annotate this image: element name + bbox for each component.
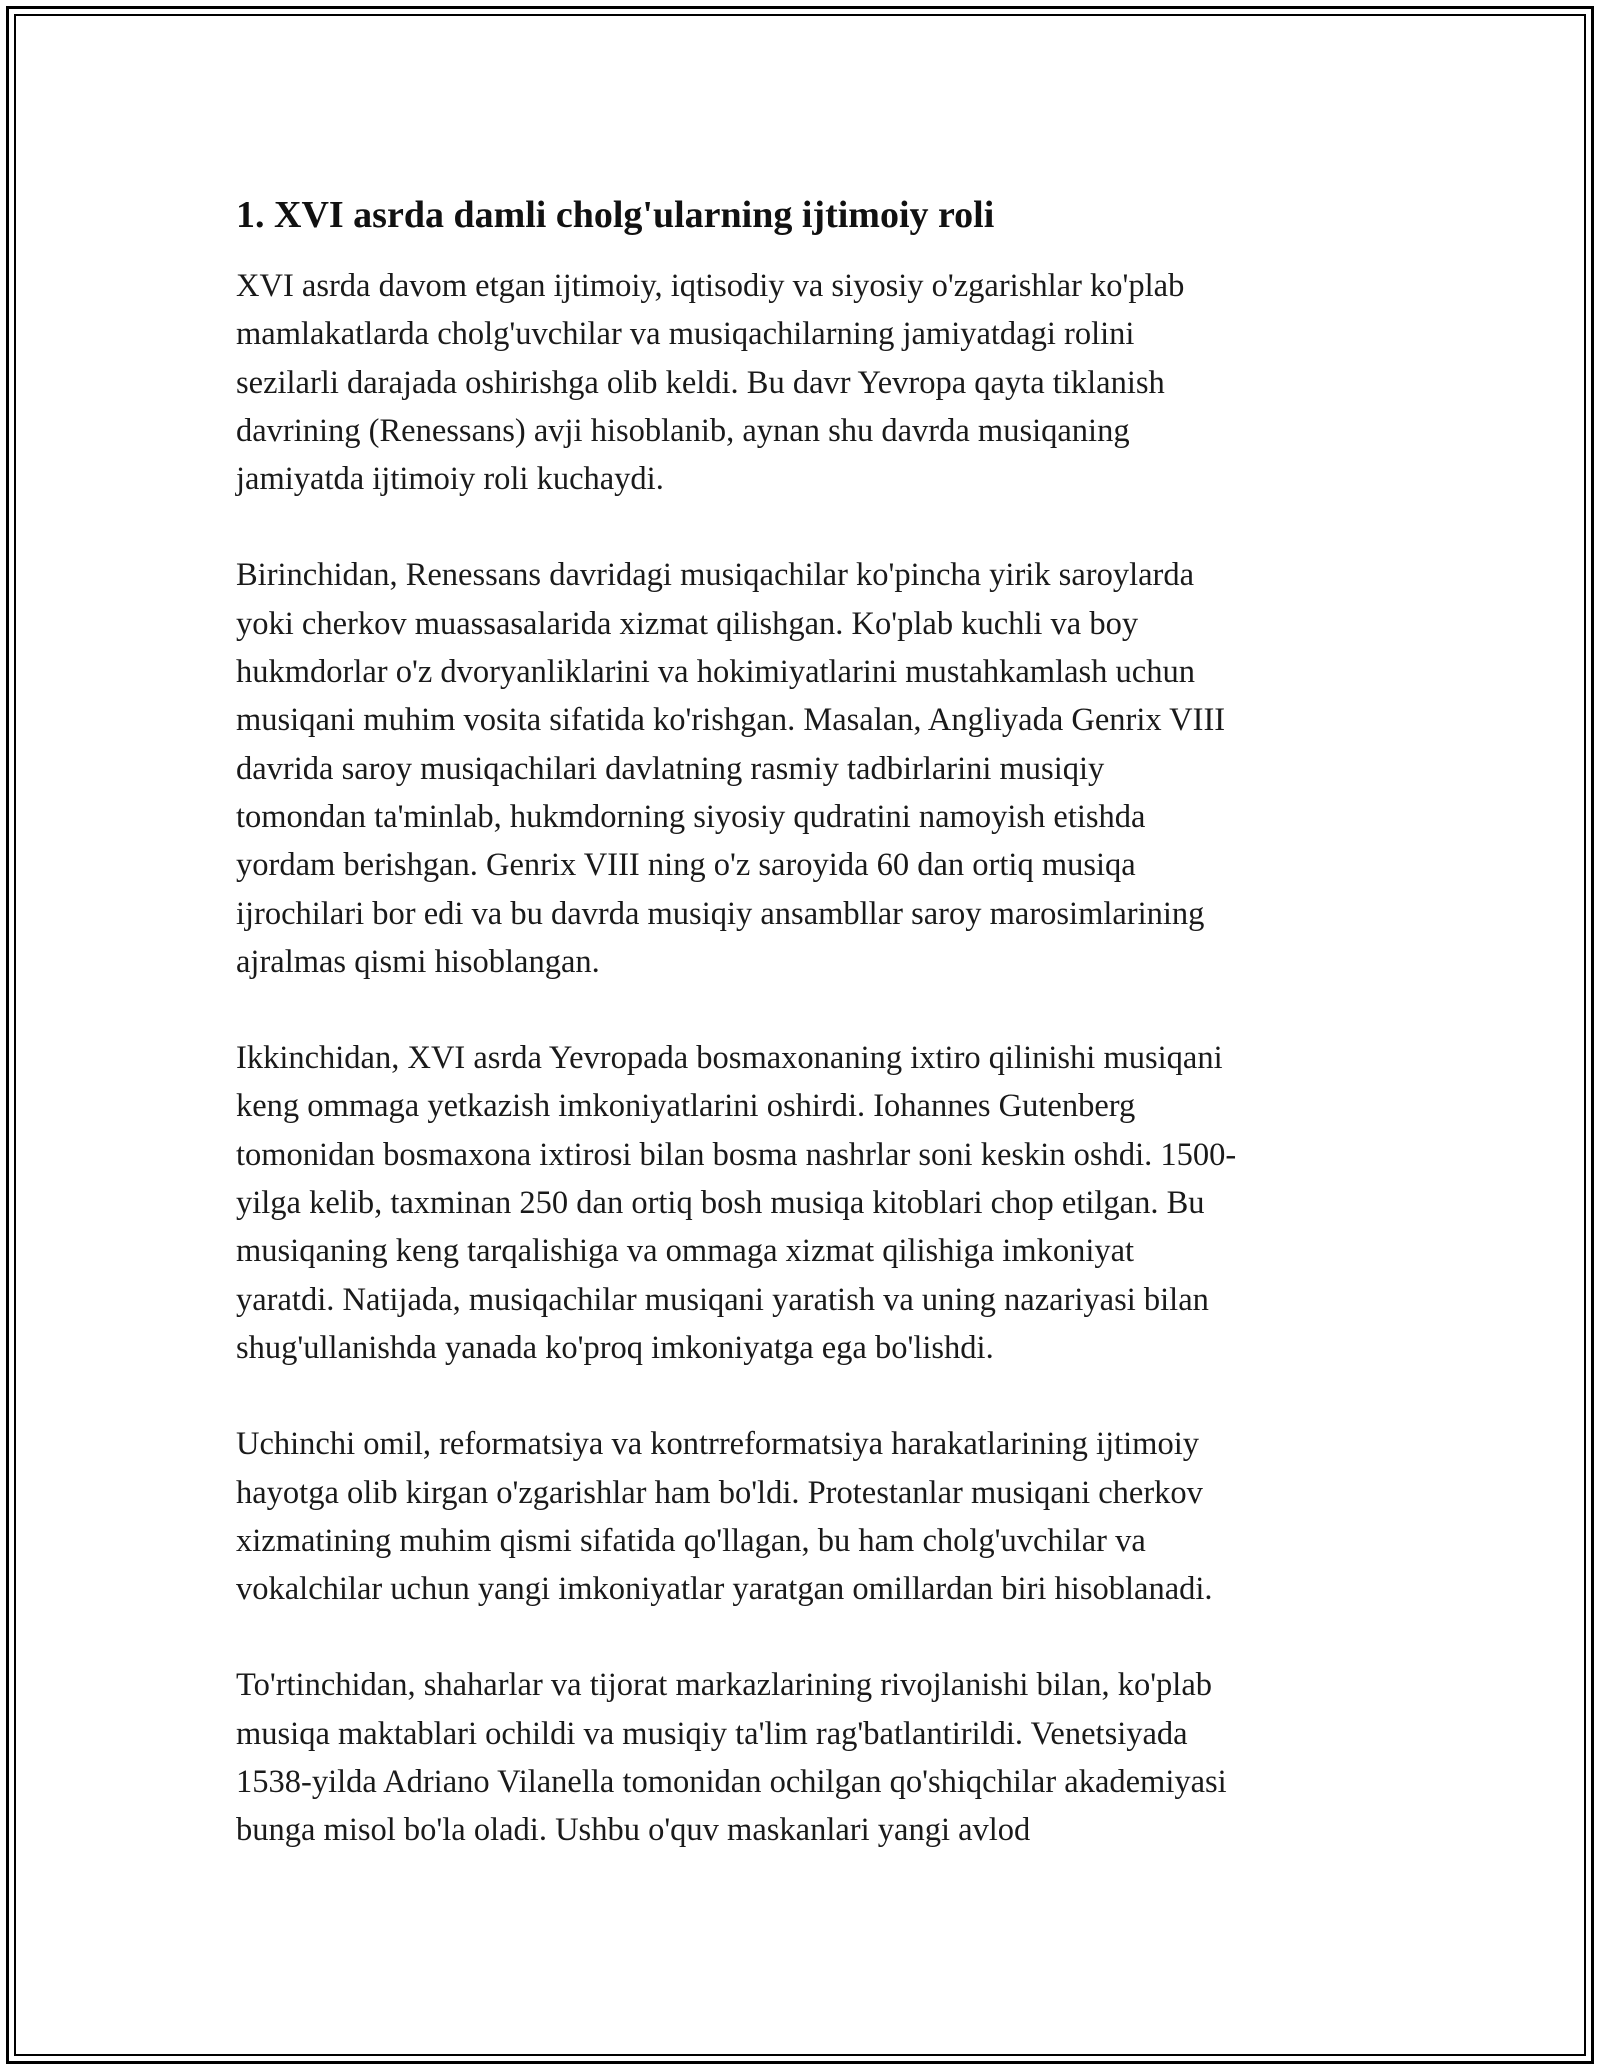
paragraph-fourth-factor: To'rtinchidan, shaharlar va tijorat markazlarining rivojlanishi bilan, ko'plab musiqa maktablari ochildi va musiqiy ta'lim rag'batlantirildi. Venetsiyada 1538-yilda Adriano Vilanella tomonidan ochilgan qo'shiqchilar akademiyasi bunga misol bo'la oladi. Ushbu o'quv maskanlari yangi avlod <box>236 1667 1227 1849</box>
document-title: 1. XVI asrda damli cholg'ularning ijtimoiy roli <box>236 194 995 236</box>
paragraph-intro: XVI asrda davom etgan ijtimoiy, iqtisodiy va siyosiy o'zgarishlar ko'plab mamlakatlarda cholg'uvchilar va musiqachilarning jamiyatdagi rolini sezilarli darajada oshirishga olib keldi. Bu davr Yevropa qayta tiklanish davrining (Renessans) avji hisoblanib, aynan shu davrda musiqaning jamiyatda ijtimoiy roli kuchaydi. <box>236 268 1185 498</box>
paragraph-first-factor: Birinchidan, Renessans davridagi musiqachilar ko'pincha yirik saroylarda yoki cherkov muassasalarida xizmat qilishgan. Ko'plab kuchli va boy hukmdorlar o'z dvoryanliklarini va hokimiyatlarini mustahkamlash uchun musiqani muhim vosita sifatida ko'rishgan. Masalan, Angliyada Genrix VIII davrida saroy musiqachilari davlatning rasmiy tadbirlarini musiqiy tomondan ta'minlab, hukmdorning siyosiy qudratini namoyish etishda yordam berishgan. Genrix VIII ning o'z saroyida 60 dan ortiq musiqa ijrochilari bor edi va bu davrda musiqiy ansambllar saroy marosimlarining ajralmas qismi hisoblangan. <box>236 557 1226 980</box>
document-body <box>236 190 1376 1903</box>
paragraph-second-factor: Ikkinchidan, XVI asrda Yevropada bosmaxonaning ixtiro qilinishi musiqani keng ommaga yetkazish imkoniyatlarini oshirdi. Iohannes Gutenberg tomonidan bosmaxona ixtirosi bilan bosma nashrlar soni keskin oshdi. 1500- yilga kelib, taxminan 250 dan ortiq bosh musiqa kitoblari chop etilgan. Bu musiqaning keng tarqalishiga va ommaga xizmat qilishiga imkoniyat yaratdi. Natijada, musiqachilar musiqani yaratish va uning nazariyasi bilan shug'ullanishda yanada ko'proq imkoniyatga ega bo'lishdi. <box>236 1040 1237 1366</box>
paragraph-third-factor: Uchinchi omil, reformatsiya va kontrreformatsiya harakatlarining ijtimoiy hayotga olib kirgan o'zgarishlar ham bo'ldi. Protestanlar musiqani cherkov xizmatining muhim qismi sifatida qo'llagan, bu ham cholg'uvchilar va vokalchilar uchun yangi imkoniyatlar yaratgan omillardan biri hisoblanadi. <box>236 1426 1213 1608</box>
